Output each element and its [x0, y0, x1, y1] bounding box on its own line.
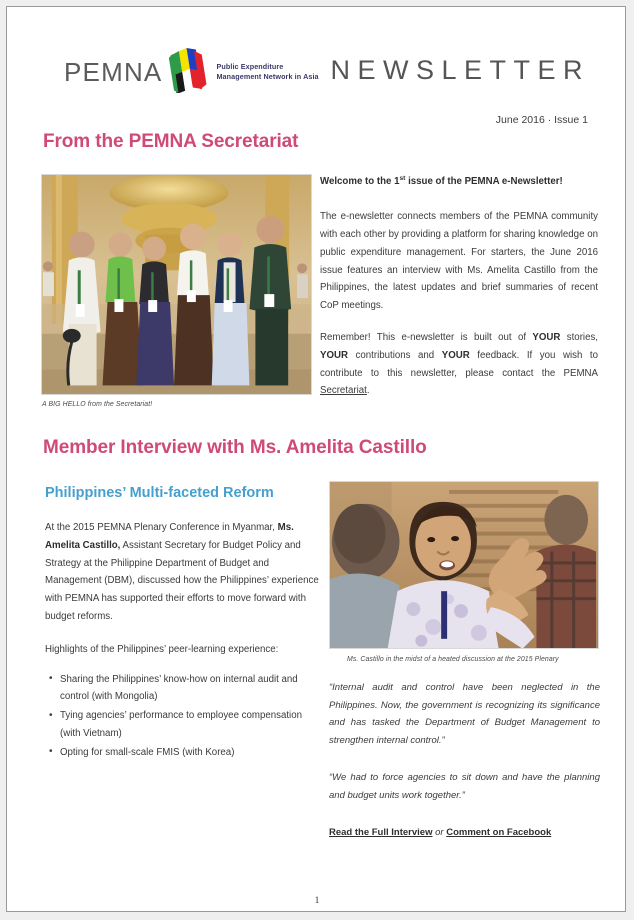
newsletter-page: [6, 6, 626, 912]
list-item: • Sharing the Philippines’ know-how on internal audit and control (with Mongolia): [60, 671, 321, 707]
p2-part5: .: [366, 385, 370, 397]
list-item: • Opting for small-scale FMIS (with Korea): [60, 744, 321, 762]
subheading-philippines-reform: Philippines’ Multi-faceted Reform: [45, 485, 274, 501]
intro-part1: At the 2015 PEMNA Plenary Conference in Myanmar,: [45, 522, 278, 533]
p2-part4: feedback. If you wish to contribute to this newsletter, please contact the PEMNA: [320, 349, 598, 379]
welcome-lead-after: issue of the PEMNA e-Newsletter!: [405, 176, 563, 188]
highlights-list: [45, 671, 321, 762]
p2-part1: Remember! This e-newsletter is built out of: [320, 332, 533, 344]
welcome-body: [320, 208, 598, 400]
comment-on-facebook-link[interactable]: Comment on Facebook: [446, 826, 552, 838]
interview-quotes-column: [329, 679, 600, 838]
logo-tagline-line2: Management Network in Asia: [216, 72, 319, 81]
page-content: [36, 33, 600, 905]
interview-links: [329, 827, 600, 838]
secretariat-link[interactable]: Secretariat: [320, 385, 367, 397]
interviewee-name: Ms. Amelita Castillo,: [45, 522, 294, 551]
page-header: [36, 33, 598, 125]
p2-your-2: YOUR: [320, 349, 348, 361]
highlights-label: Highlights of the Philippines’ peer-learning experience:: [45, 643, 279, 655]
intro-part2: Assistant Secretary for Budget Policy and Strategy at the Philippine Department of Budget and Management (DBM), discussed how the Philippines’ experience with PEMNA has supported their efforts to move forward with budget reforms.: [45, 539, 319, 622]
list-item: • Tying agencies’ performance to employee compensation (with Vietnam): [60, 707, 321, 743]
read-full-interview-link[interactable]: Read the Full Interview: [329, 826, 433, 838]
pull-quote-1: “Internal audit and control have been neglected in the Philippines. Now, the government is recognizing its significance and has tasked the Department of Budget Management to strengthen internal control.”: [329, 682, 600, 746]
section-heading-member-interview: Member Interview with Ms. Amelita Castillo: [43, 437, 427, 458]
link-separator: or: [432, 826, 447, 838]
castillo-interview-photo: [329, 481, 599, 649]
logo-wordmark: PEMNA: [64, 56, 163, 87]
section-heading-secretariat: From the PEMNA Secretariat: [43, 131, 299, 152]
pemna-logo: [64, 51, 319, 93]
p2-your-1: YOUR: [532, 332, 561, 344]
logo-tagline: [216, 62, 318, 82]
welcome-paragraph-1: The e-newsletter connects members of the PEMNA community with each other by providing a platform for sharing knowledge on public expenditure management. For starters, the June 2016 issue features an interview with Ms. Amelita Castillo from the Philippines, the latest updates and brief summaries of recent CoP meetings.: [320, 211, 598, 312]
castillo-photo-caption: Ms. Castillo in the midst of a heated discussion at the 2015 Plenary: [347, 656, 559, 663]
issue-date: June 2016 · Issue 1: [495, 114, 588, 126]
ordinal-suffix: st: [399, 175, 406, 182]
welcome-paragraph-2: [320, 329, 598, 400]
logo-tagline-line1: Public Expenditure: [216, 62, 284, 71]
interview-text-column: [45, 519, 321, 763]
p2-your-3: YOUR: [441, 349, 470, 361]
welcome-text-column: [320, 171, 598, 400]
secretariat-group-photo: [41, 174, 312, 395]
p2-part2: stories,: [560, 332, 598, 344]
welcome-lead: [320, 171, 598, 190]
page-number: 1: [314, 895, 320, 905]
newsletter-title: NEWSLETTER: [330, 55, 590, 85]
welcome-lead-before: Welcome to the 1: [320, 176, 400, 188]
p2-part3: contributions and: [348, 349, 442, 361]
pull-quote-2: “We had to force agencies to sit down and have the planning and budget units work together.”: [329, 772, 600, 801]
interview-intro: [45, 519, 321, 626]
pemna-flag-icon: [169, 47, 207, 93]
secretariat-photo-caption: A BIG HELLO from the Secretariat!: [42, 401, 153, 408]
